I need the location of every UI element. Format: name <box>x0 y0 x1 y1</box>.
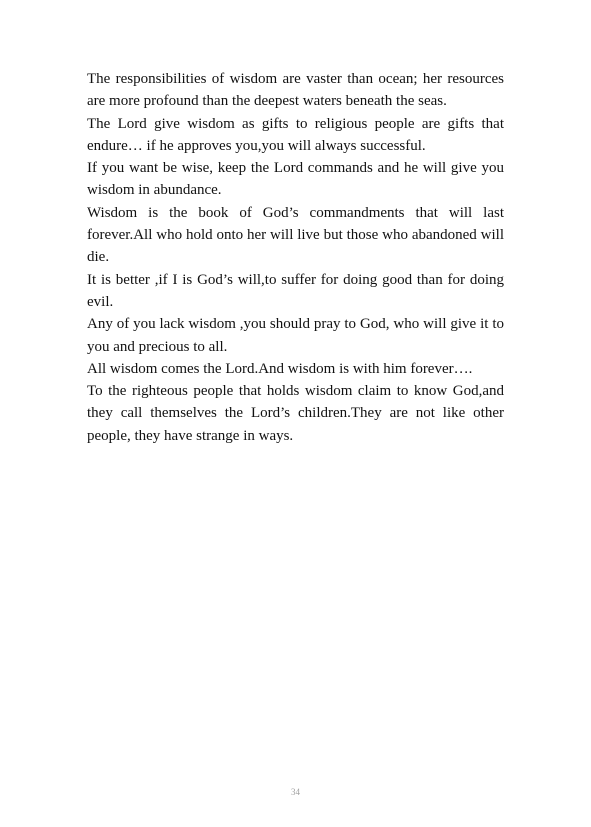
paragraph-6: Any of you lack wisdom ,you should pray to God, who will give it to you and precious to all. <box>87 316 504 355</box>
page-number: 34 <box>291 787 300 797</box>
paragraph-3: If you want be wise, keep the Lord commands and he will give you wisdom in abundance. <box>87 160 504 199</box>
paragraph-8: To the righteous people that holds wisdom claim to know God,and they call themselves the Lord’s children.They are not like other people, they have strange in ways. <box>87 383 504 444</box>
body-text <box>87 68 504 447</box>
paragraph-5: It is better ,if I is God’s will,to suffer for doing good than for doing evil. <box>87 271 504 310</box>
paragraph-7: All wisdom comes the Lord.And wisdom is with him forever…. <box>87 360 473 377</box>
paragraph-2: The Lord give wisdom as gifts to religious people are gifts that endure… if he approves you,you will always successful. <box>87 115 504 154</box>
paragraph-1: The responsibilities of wisdom are vaster than ocean; her resources are more profound than the deepest waters beneath the seas. <box>87 71 504 110</box>
paragraph-4: Wisdom is the book of God’s commandments that will last forever.All who hold onto her will live but those who abandoned will die. <box>87 204 504 266</box>
